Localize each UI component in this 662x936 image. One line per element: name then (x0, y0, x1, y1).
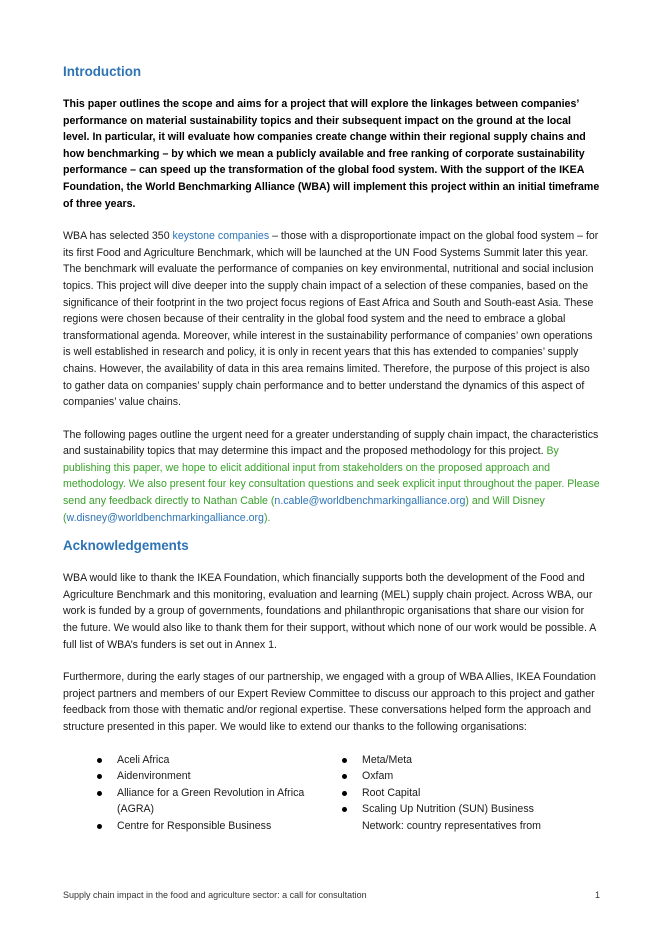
org-name: Aceli Africa (117, 753, 170, 766)
org-name: Scaling Up Nutrition (SUN) Business Network: country representatives from (362, 803, 541, 832)
page-number: 1 (594, 890, 600, 900)
organisations-list (63, 752, 600, 835)
footer-title: Supply chain impact in the food and agriculture sector: a call for consultation (63, 890, 367, 900)
intro-p3-start: The following pages outline the urgent need for a greater understanding of supply chain impact, the characteristics and sustainability topics that may determine this impact and the proposed methodology for this project. (63, 428, 599, 458)
intro-paragraph-2 (63, 228, 600, 411)
org-name: Oxfam (362, 770, 394, 783)
list-item (97, 818, 342, 835)
org-name: Aidenvironment (117, 770, 191, 783)
introduction-heading: Introduction (63, 64, 142, 79)
bullet-icon (342, 807, 347, 812)
consultation-end-text: ). (263, 511, 271, 524)
org-name: Centre for Responsible Business (117, 819, 272, 832)
organisations-left-column (97, 752, 342, 835)
document-page (63, 62, 600, 835)
bullet-icon (97, 758, 102, 763)
bullet-icon (97, 791, 102, 796)
page-footer (63, 890, 600, 900)
consultation-request-text: By publishing this paper, we hope to elicit additional input from stakeholders on the proposed approach and methodology. We also present four key consultation questions and seek explicit input throughout the paper. Please send any feedback directly to Nathan Cable ( (63, 445, 600, 508)
intro-p2-start: WBA has selected 350 (63, 230, 173, 243)
intro-paragraph-3 (63, 427, 600, 527)
acknowledgements-heading: Acknowledgements (63, 538, 189, 554)
org-name: Alliance for a Green Revolution in Africa (AGRA) (117, 786, 305, 816)
intro-bold-paragraph: This paper outlines the scope and aims for a project that will explore the linkages between companies’ performance on material sustainability topics and their subsequent impact on the ground at the local level. In particular, it will evaluate how companies create change within their regional supply chains and how benchmarking – by which we mean a publicly available and free ranking of corporate sustainability performance – can speed up the transformation of the global food system. With the support of the IKEA Foundation, the World Benchmarking Alliance (WBA) will implement this project within an initial timeframe of three years. (63, 98, 600, 210)
ack-paragraph-1: WBA would like to thank the IKEA Foundation, which financially supports both the development of the Food and Agriculture Benchmark and this monitoring, evaluation and learning (MEL) supply chain project. Across WBA, our work is funded by a group of governments, foundations and philanthropic organisations that share our vision for the future. We would also like to thank them for their support, without which none of our work would be possible. A full list of WBA’s funders is set out in Annex 1. (63, 572, 596, 651)
organisations-right-column (342, 752, 572, 835)
keystone-companies-link[interactable]: keystone companies (172, 230, 270, 243)
bullet-icon (97, 774, 102, 779)
list-item (97, 785, 342, 818)
org-name: Root Capital (362, 786, 421, 799)
bullet-icon (342, 791, 347, 796)
intro-p2-rest: – those with a disproportionate impact on the global food system – for its first Food and Agriculture Benchmark, which will be launched at the UN Food Systems Summit later this year. The benchmark will evaluate the performance of companies on key environmental, nutritional and social inclusion topics. This project will dive deeper into the supply chain impact of a selection of these companies, based on the significance of their footprint in the two project focus regions of East Africa and South and South-east Asia. These regions were chosen because of their centrality in the global food system and the need to embrace a global transformational agenda. Moreover, while interest in the sustainability performance of companies’ own operations is well established in research and policy, it is only in recent years that this has extended to companies’ supply chains. However, the availability of data in this area remains limited. Therefore, the purpose of this project is also to gather data on companies’ supply chain performance and to better understand the dynamics of this aspect of companies’ value chains. (63, 230, 599, 409)
list-item (97, 768, 342, 785)
list-item (342, 768, 572, 785)
bullet-icon (342, 774, 347, 779)
list-item (97, 752, 342, 769)
list-item (342, 785, 572, 802)
list-item (342, 801, 572, 834)
list-item (342, 752, 572, 769)
bullet-icon (342, 758, 347, 763)
org-name: Meta/Meta (362, 753, 413, 766)
bullet-icon (97, 824, 102, 829)
consultation-mid-text: ) and Will Disney ( (63, 495, 545, 524)
will-disney-email-link[interactable]: w.disney@worldbenchmarkingalliance.org (66, 511, 264, 524)
nathan-cable-email-link[interactable]: n.cable@worldbenchmarkingalliance.org (274, 495, 466, 508)
ack-paragraph-2: Furthermore, during the early stages of our partnership, we engaged with a group of WBA Allies, IKEA Foundation project partners and members of our Expert Review Committee to discuss our approach to this project and gather feedback from those with thematic and/or regional expertise. These conversations helped form the approach and structure presented in this paper. We would like to extend our thanks to the following organisations: (63, 671, 596, 733)
